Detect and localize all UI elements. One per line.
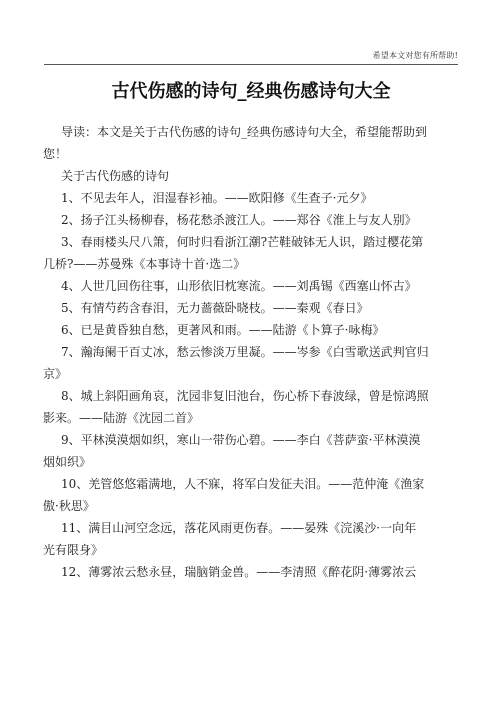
header-divider bbox=[44, 64, 458, 65]
poem-item-line: 10、羌管悠悠霜满地，人不寐，将军白发征夫泪。——范仲淹《渔家 bbox=[61, 477, 425, 491]
poem-item-line: 3、春雨楼头尺八箫，何时归看浙江潮?芒鞋破钵无人识，踏过樱花第 bbox=[61, 235, 424, 249]
poem-item-6 bbox=[61, 319, 450, 341]
poem-item-line: 4、人世几回伤往事，山形依旧枕寒流。——刘禹锡《西塞山怀古》 bbox=[61, 279, 417, 293]
poem-item-2 bbox=[61, 209, 450, 231]
poem-item-line: 7、瀚海阑干百丈冰，愁云惨淡万里凝。——岑参《白雪歌送武判官归 bbox=[61, 345, 429, 359]
poem-item-line: 12、薄雾浓云愁永昼，瑞脑销金兽。——李清照《醉花阴·薄雾浓云 bbox=[61, 565, 417, 579]
poem-item-line: 8、城上斜阳画角哀，沈园非复旧池台，伤心桥下春波绿，曾是惊鸿照 bbox=[61, 389, 429, 403]
poem-item-5 bbox=[61, 297, 450, 319]
poem-item-9 bbox=[43, 429, 450, 473]
poem-item-4 bbox=[61, 275, 450, 297]
poem-item-8 bbox=[43, 385, 450, 429]
document-body bbox=[43, 121, 450, 583]
poem-item-7 bbox=[43, 341, 450, 385]
poem-item-line: 5、有情芍药含春泪，无力蔷薇卧晓枝。——秦观《春日》 bbox=[61, 301, 369, 315]
poem-item-line: 9、平林漠漠烟如织，寒山一带伤心碧。——李白《菩萨蛮·平林漠漠 bbox=[61, 433, 421, 447]
poem-item-10 bbox=[43, 473, 450, 517]
poem-item-continuation: 京》 bbox=[43, 367, 68, 381]
poem-item-continuation: 几桥?——苏曼殊《本事诗十首·选二》 bbox=[43, 257, 246, 271]
poem-item-line: 6、已是黄昏独自愁，更著风和雨。——陆游《卜算子·咏梅》 bbox=[61, 323, 385, 337]
poem-item-11 bbox=[43, 517, 450, 561]
page-title: 古代伤感的诗句_经典伤感诗句大全 bbox=[111, 81, 391, 102]
poem-item-continuation: 光有限身》 bbox=[43, 543, 104, 557]
intro-line-1: 导读：本文是关于古代伤感的诗句_经典伤感诗句大全，希望能帮助到 bbox=[61, 125, 428, 139]
intro-line-2: 您！ bbox=[43, 147, 68, 161]
poem-item-12 bbox=[61, 561, 450, 583]
poem-item-3 bbox=[43, 231, 450, 275]
section-heading: 关于古代伤感的诗句 bbox=[61, 169, 170, 183]
poem-item-line: 1、不见去年人，泪湿春衫袖。——欧阳修《生查子·元夕》 bbox=[61, 191, 373, 205]
header-note: 希望本文对您有所帮助! bbox=[372, 51, 458, 60]
poem-item-continuation: 影来。——陆游《沈园二首》 bbox=[43, 411, 200, 425]
poem-item-1 bbox=[61, 187, 450, 209]
poem-item-continuation: 傲·秋思》 bbox=[43, 499, 95, 513]
poem-item-line: 11、满目山河空念远，落花风雨更伤春。——晏殊《浣溪沙·一向年 bbox=[61, 521, 417, 535]
poem-item-continuation: 烟如织》 bbox=[43, 455, 92, 469]
poem-item-line: 2、扬子江头杨柳春，杨花愁杀渡江人。——郑谷《淮上与友人别》 bbox=[61, 213, 417, 227]
